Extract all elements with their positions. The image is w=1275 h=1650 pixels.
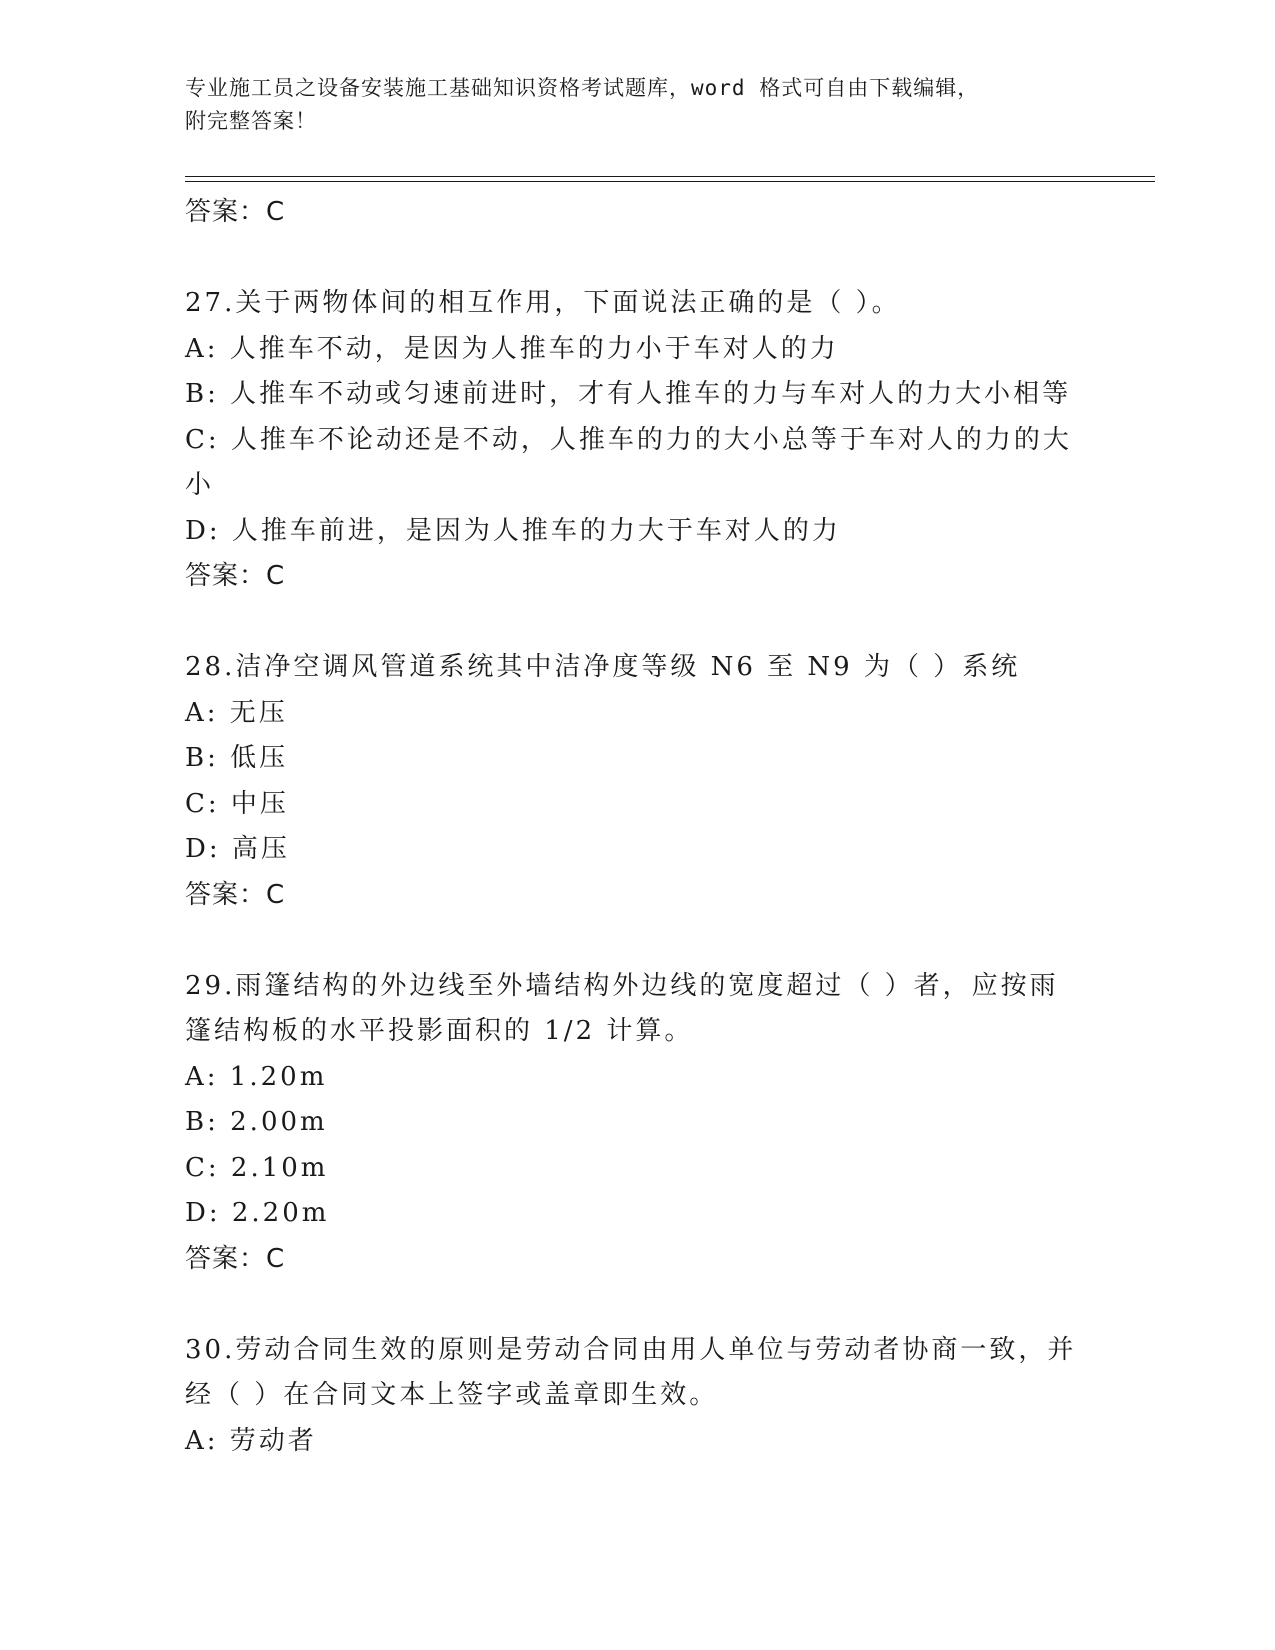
spacer [185,236,1085,282]
question-29-option-d: D: 2.20m [185,1198,330,1228]
spacer [185,918,1085,964]
question-28-option-c: C: 中压 [185,788,289,819]
header-line-1: 专业施工员之设备安装施工基础知识资格考试题库，word 格式可自由下载编辑， [185,76,980,100]
spacer [185,600,1085,646]
question-30-stem-line2: 经（ ）在合同文本上签字或盖章即生效。 [185,1380,719,1410]
question-27-option-c-line2: 小 [185,470,215,500]
question-28-option-b: B: 低压 [185,743,289,773]
header-divider-top [185,176,1155,177]
question-30-option-a: A: 劳动者 [185,1425,317,1456]
question-29-option-a: A: 1.20m [185,1061,328,1092]
answer-28: 答案：C [185,879,286,910]
question-29-stem-line2: 篷结构板的水平投影面积的 1/2 计算。 [185,1016,694,1046]
question-30-stem-line1: 30.劳动合同生效的原则是劳动合同由用人单位与劳动者协商一致，并 [185,1334,1077,1365]
question-29-option-c: C: 2.10m [185,1152,329,1183]
question-28-option-a: A: 无压 [185,697,288,728]
question-27 [185,281,1085,600]
question-27-stem: 27.关于两物体间的相互作用，下面说法正确的是（ ）。 [185,288,901,318]
spacer [185,1282,1085,1328]
question-29-stem-line1: 29.雨篷结构的外边线至外墙结构外边线的宽度超过（ ）者，应按雨 [185,970,1059,1001]
question-28-stem: 28.洁净空调风管道系统其中洁净度等级 N6 至 N9 为（ ）系统 [185,652,1021,682]
document-header [185,72,1105,138]
question-27-option-d: D: 人推车前进，是因为人推车的力大于车对人的力 [185,515,841,546]
question-29-option-b: B: 2.00m [185,1107,328,1137]
question-27-option-a: A: 人推车不动，是因为人推车的力小于车对人的力 [185,333,839,364]
answer-29: 答案：C [185,1243,286,1274]
question-27-option-c-line1: C: 人推车不论动还是不动，人推车的力的大小总等于车对人的力的大 [185,424,1072,455]
document-body [185,190,1085,1464]
question-30 [185,1328,1085,1465]
header-line-2: 附完整答案！ [185,109,317,133]
question-28-option-d: D: 高压 [185,834,290,864]
question-27-option-b: B: 人推车不动或匀速前进时，才有人推车的力与车对人的力大小相等 [185,379,1072,409]
header-divider-bottom [185,181,1155,182]
question-28 [185,645,1085,918]
answer-27: 答案：C [185,561,286,591]
answer-26: 答案：C [185,197,286,227]
question-29 [185,964,1085,1283]
